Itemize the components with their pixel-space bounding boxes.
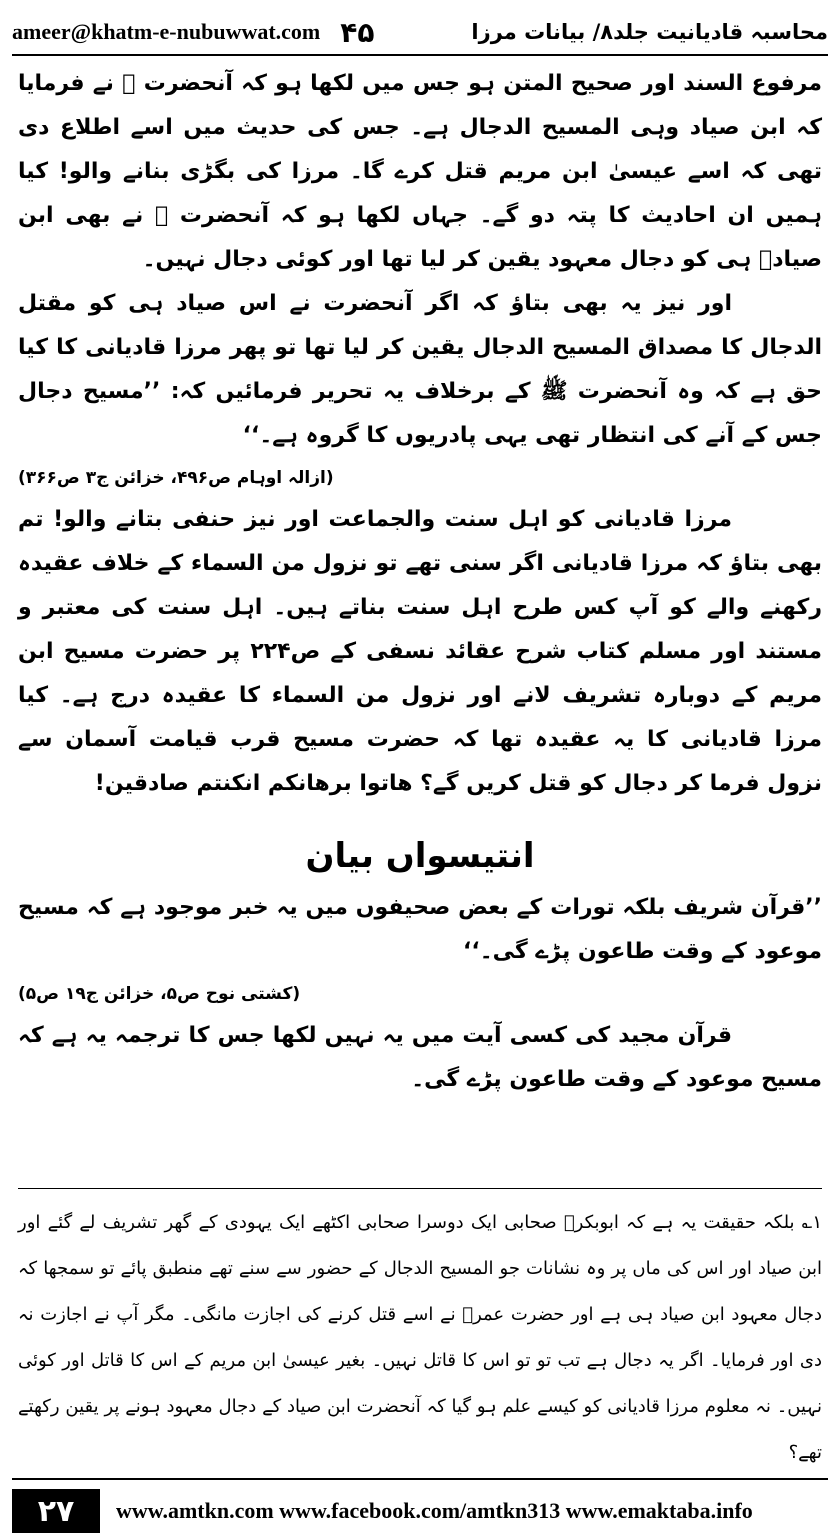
header-title: محاسبہ قادیانیت جلد۸/ بیانات مرزا [471,20,828,44]
footer-links: www.amtkn.com www.facebook.com/amtkn313 www.emaktaba.info [116,1498,753,1523]
quote: ’’قرآن شریف بلکہ تورات کے بعض صحیفوں میں یہ خبر موجود ہے کہ مسیح موعود کے وقت طاعون پڑے گی۔‘‘ [18,895,822,964]
main-text [18,62,822,1102]
section-heading: انتیسواں بیان [305,836,535,876]
page-header [12,14,828,50]
header-rule [12,54,828,56]
header-email: ameer@khatm-e-nubuwwat.com [12,19,321,44]
paragraph: مرفوع السند اور صحیح المتن ہو جس میں لکھا ہو کہ آنحضرت ﷺ نے فرمایا کہ ابن صیاد وہی المسیح الدجال ہے۔ جس کی حدیث میں اسے اطلاع دی تھی کہ اسے عیسیٰ ابن مریم قتل کرے گا۔ مرزا کی بگڑی بنانے والو! کیا ہمیں ان احادیث کا پتہ دو گے۔ جہاں لکھا ہو کہ آنحضرت ﷺ نے بھی ابن صیادؓ ہی کو دجال معہود یقین کر لیا تھا اور کوئی دجال نہیں۔ [18,71,822,272]
footer-page-number: ۲۷ [12,1489,100,1533]
header-page-number: ۴۵ [340,15,375,49]
reference: (کشتی نوح ص۵، خزائن ج۱۹ ص۵) [18,984,301,1004]
footnotes [18,1200,822,1476]
page-footer [0,1482,840,1540]
paragraph: قرآن مجید کی کسی آیت میں یہ نہیں لکھا جس کا ترجمہ یہ ہے کہ مسیح موعود کے وقت طاعون پڑے گی۔ [18,1023,822,1092]
reference: (ازالہ اوہام ص۴۹۶، خزائن ج۳ ص۳۶۶) [18,468,334,488]
paragraph: مرزا قادیانی کو اہل سنت والجماعت اور نیز حنفی بتانے والو! تم بھی بتاؤ کہ مرزا قادیانی اگر سنی تھے تو نزول من السماء کے خلاف عقیدہ رکھنے والے کو آپ کس طرح اہل سنت بناتے ہیں۔ اہل سنت کی معتبر و مستند اور مسلم کتاب شرح عقائد نسفی کے ص۲۲۴ پر حضرت مسیح ابن مریم کے دوبارہ تشریف لانے اور نزول من السماء کا عقیدہ درج ہے۔ کیا مرزا قادیانی کا یہ عقیدہ تھا کہ حضرت مسیح قرب قیامت آسمان سے نزول فرما کر دجال کو قتل کریں گے؟ ھاتوا برھانکم انکنتم صادقین! [18,507,823,796]
paragraph: اور نیز یہ بھی بتاؤ کہ اگر آنحضرت نے اس صیاد ہی کو مقتل الدجال کا مصداق المسیح الدجال یقین کر لیا تھا تو پھر مرزا قادیانی کا کیا حق ہے کہ وہ آنحضرت ﷺ کے برخلاف یہ تحریر فرمائیں کہ: ’’مسیح دجال جس کے آنے کی انتظار تھی یہی پادریوں کا گروہ ہے۔‘‘ [18,291,822,448]
footnote: ۱؎ بلکہ حقیقت یہ ہے کہ ابوبکرؓ صحابی ایک دوسرا صحابی اکٹھے ایک یہودی کے گھر تشریف لے گئے اور ابن صیاد اور اس کی ماں پر وہ نشانات جو المسیح الدجال کے حضور سے سنے تھے منطبق پائے تو سمجھا کہ دجال معہود ابن صیاد ہی ہے اور حضرت عمرؓ نے اسے قتل کرنے کی اجازت مانگی۔ مگر آپ نے اجازت نہ دی اور فرمایا۔ اگر یہ دجال ہے تب تو تو اس کا قاتل نہیں۔ بغیر عیسیٰ ابن مریم کے اس کا قاتل اور کوئی نہیں۔ نہ معلوم مرزا قادیانی کو کیسے علم ہو گیا کہ آنحضرت ابن صیاد کے دجال معہود ہونے پر یقین رکھتے تھے؟ [18,1212,822,1463]
footer-rule [12,1478,828,1480]
footnote-rule [18,1188,822,1189]
header-left [12,16,374,49]
